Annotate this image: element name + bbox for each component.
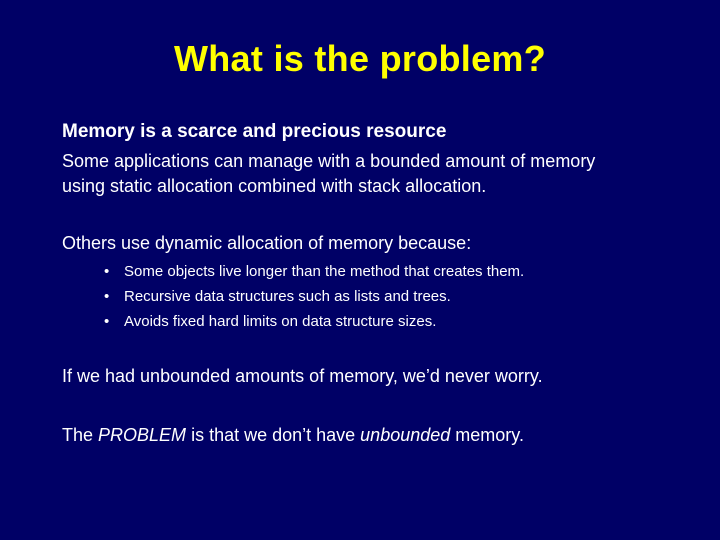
bullet-text: Recursive data structures such as lists and trees. (124, 288, 451, 305)
bullet-icon: • (104, 288, 110, 305)
bullet-text: Avoids fixed hard limits on data structure sizes. (124, 313, 437, 330)
paragraph-unbounded: If we had unbounded amounts of memory, we’d never worry. (62, 366, 543, 386)
paragraph-dynamic-allocation: Others use dynamic allocation of memory because: (62, 233, 472, 253)
bullet-icon: • (104, 313, 110, 330)
problem-emphasis: PROBLEM (98, 425, 187, 445)
paragraph-line: Some applications can manage with a bounded amount of memory (62, 151, 596, 171)
problem-text: is that we don’t have (186, 425, 361, 445)
bullet-icon: • (104, 263, 110, 280)
problem-text: memory. (450, 425, 524, 445)
slide-title: What is the problem? (173, 38, 546, 79)
bullet-list (104, 259, 524, 334)
unbounded-emphasis: unbounded (360, 425, 451, 445)
paragraph-problem (62, 423, 524, 448)
bullet-item (104, 259, 524, 284)
bullet-item (104, 284, 524, 309)
paragraph-bounded-memory (62, 149, 595, 199)
bullet-item (104, 309, 524, 334)
bullet-text: Some objects live longer than the method that creates them. (124, 263, 525, 280)
slide-heading: Memory is a scarce and precious resource (62, 121, 447, 142)
paragraph-line: using static allocation combined with stack allocation. (62, 176, 487, 196)
problem-text: The (62, 425, 99, 445)
